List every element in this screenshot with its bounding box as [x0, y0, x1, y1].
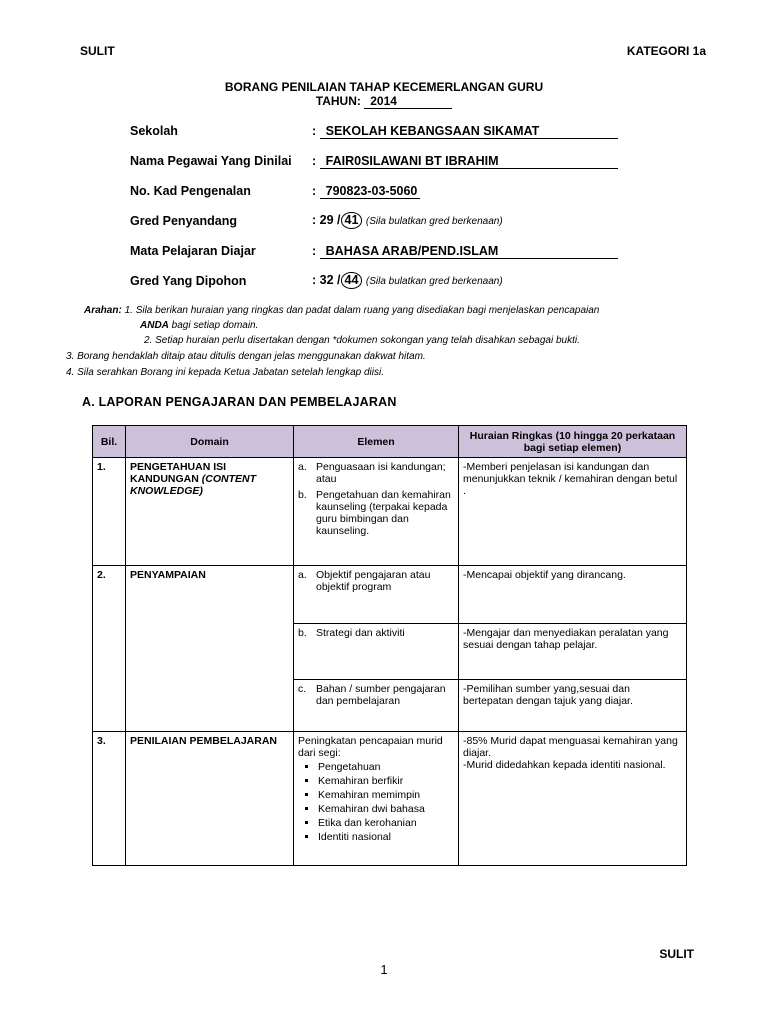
- row3-domain: PENILAIAN PEMBELAJARAN: [126, 732, 294, 866]
- gred-dipohon-opt2-circled: 44: [341, 272, 363, 289]
- header-domain: Domain: [126, 426, 294, 458]
- list-item: ▪ Pengetahuan: [318, 761, 454, 773]
- year-label: TAHUN:: [315, 94, 361, 108]
- row2-huraian-c: -Pemilihan sumber yang,sesuai dan bertepatan dengan tajuk yang diajar.: [459, 680, 687, 732]
- row3-elemen: [294, 732, 459, 866]
- footer-sulit: SULIT: [659, 947, 694, 961]
- mata-pelajaran-field: : BAHASA ARAB/PEND.ISLAM: [312, 244, 618, 259]
- row2-elemen-a: [294, 566, 459, 624]
- list-item: a. Penguasaan isi kandungan; atau: [298, 461, 446, 485]
- form-year: [0, 94, 768, 109]
- gred-penyandang-label: Gred Penyandang: [130, 214, 237, 228]
- gred-dipohon-field: : 32 / 44 (Sila bulatkan gred berkenaan): [312, 273, 503, 287]
- section-a-title: A. LAPORAN PENGAJARAN DAN PEMBELAJARAN: [82, 395, 397, 409]
- row1-domain: [126, 458, 294, 566]
- row2-domain: PENYAMPAIAN: [126, 566, 294, 732]
- row1-domain-main: PENGETAHUAN ISI KANDUNGAN: [130, 461, 227, 485]
- arahan-line1b: [140, 320, 258, 331]
- gred-penyandang-opt1: 29: [319, 213, 334, 227]
- gred-dipohon-opt1: 32: [319, 273, 334, 287]
- arahan-item4: 4. Sila serahkan Borang ini kepada Ketua Jabatan setelah lengkap diisi.: [66, 367, 384, 378]
- gred-penyandang-field: : 29 / 41 (Sila bulatkan gred berkenaan): [312, 213, 503, 227]
- row2-huraian-b: -Mengajar dan menyediakan peralatan yang sesuai dengan tahap pelajar.: [459, 624, 687, 680]
- nama-label: Nama Pegawai Yang Dinilai: [130, 154, 292, 168]
- header-elemen: Elemen: [294, 426, 459, 458]
- arahan-item3: 3. Borang hendaklah ditaip atau ditulis dengan jelas menggunakan dakwat hitam.: [66, 351, 426, 362]
- form-title: BORANG PENILAIAN TAHAP KECEMERLANGAN GURU: [224, 80, 544, 94]
- table-row: [93, 732, 687, 866]
- table-row: [93, 458, 687, 566]
- kad-field: : 790823-03-5060: [312, 184, 420, 199]
- list-item: ▪ Kemahiran memimpin: [318, 789, 454, 801]
- mata-pelajaran-value: BAHASA ARAB/PEND.ISLAM: [320, 244, 618, 259]
- gred-dipohon-label: Gred Yang Dipohon: [130, 274, 247, 288]
- arahan-line1: [84, 305, 694, 316]
- gred-penyandang-note: (Sila bulatkan gred berkenaan): [365, 216, 503, 227]
- sekolah-label: Sekolah: [130, 124, 178, 138]
- header-huraian: Huraian Ringkas (10 hingga 20 perkataan bagi setiap elemen): [459, 426, 687, 458]
- row1-domain-en: (CONTENT KNOWLEDGE): [130, 473, 257, 497]
- page-number: 1: [380, 962, 388, 977]
- list-item: ▪ Identiti nasional: [318, 831, 454, 843]
- row2-elemen-c: [294, 680, 459, 732]
- table-header-row: [93, 426, 687, 458]
- arahan-item1: 1. Sila berikan huraian yang ringkas dan padat dalam ruang yang disediakan bagi menjelaskan pencapaian: [124, 305, 600, 316]
- sekolah-field: : SEKOLAH KEBANGSAAN SIKAMAT: [312, 124, 618, 139]
- sekolah-value: SEKOLAH KEBANGSAAN SIKAMAT: [320, 124, 618, 139]
- arahan-item1-cont: bagi setiap domain.: [171, 320, 259, 331]
- arahan-label: Arahan:: [84, 305, 122, 316]
- row3-bullets: [298, 761, 454, 843]
- row1-huraian: -Memberi penjelasan isi kandungan dan menunjukkan teknik / kemahiran dengan betul .: [459, 458, 687, 566]
- kad-label: No. Kad Pengenalan: [130, 184, 251, 198]
- row2-elemen-b: [294, 624, 459, 680]
- gred-dipohon-note: (Sila bulatkan gred berkenaan): [365, 276, 503, 287]
- list-item: ▪ Kemahiran berfikir: [318, 775, 454, 787]
- year-value: 2014: [364, 94, 452, 109]
- table-row: [93, 566, 687, 624]
- mata-pelajaran-label: Mata Pelajaran Diajar: [130, 244, 256, 258]
- arahan-anda: ANDA: [140, 320, 169, 331]
- row3-huraian-1: -85% Murid dapat menguasai kemahiran yang diajar.: [463, 735, 678, 759]
- list-item: b. Strategi dan aktiviti: [298, 627, 405, 639]
- row3-huraian-2: -Murid didedahkan kepada identiti nasional.: [463, 759, 666, 771]
- row1-elemen: [294, 458, 459, 566]
- row3-huraian: [459, 732, 687, 866]
- row3-bil: 3.: [93, 732, 126, 866]
- row2-huraian-a: -Mencapai objektif yang dirancang.: [459, 566, 687, 624]
- list-item: ▪ Kemahiran dwi bahasa: [318, 803, 454, 815]
- header-bil: Bil.: [93, 426, 126, 458]
- list-item: b. Pengetahuan dan kemahiran kaunseling (terpakai kepada guru bimbingan dan kaunseling.: [298, 489, 451, 537]
- row2-bil: 2.: [93, 566, 126, 732]
- list-item: ▪ Etika dan kerohanian: [318, 817, 454, 829]
- list-item: a. Objektif pengajaran atau objektif program: [298, 569, 431, 593]
- header-kategori: KATEGORI 1a: [626, 44, 706, 58]
- nama-value: FAIR0SILAWANI BT IBRAHIM: [320, 154, 618, 169]
- arahan-item2: 2. Setiap huraian perlu disertakan dengan *dokumen sokongan yang telah disahkan sebagai bukti.: [144, 335, 580, 346]
- nama-field: : FAIR0SILAWANI BT IBRAHIM: [312, 154, 618, 169]
- laporan-table: [92, 425, 687, 866]
- row1-bil: 1.: [93, 458, 126, 566]
- kad-value: 790823-03-5060: [320, 184, 420, 199]
- list-item: c. Bahan / sumber pengajaran dan pembelajaran: [298, 683, 446, 707]
- header-sulit: SULIT: [80, 44, 115, 58]
- gred-penyandang-opt2-circled: 41: [341, 212, 363, 229]
- row3-elemen-intro: Peningkatan pencapaian murid dari segi:: [298, 735, 443, 759]
